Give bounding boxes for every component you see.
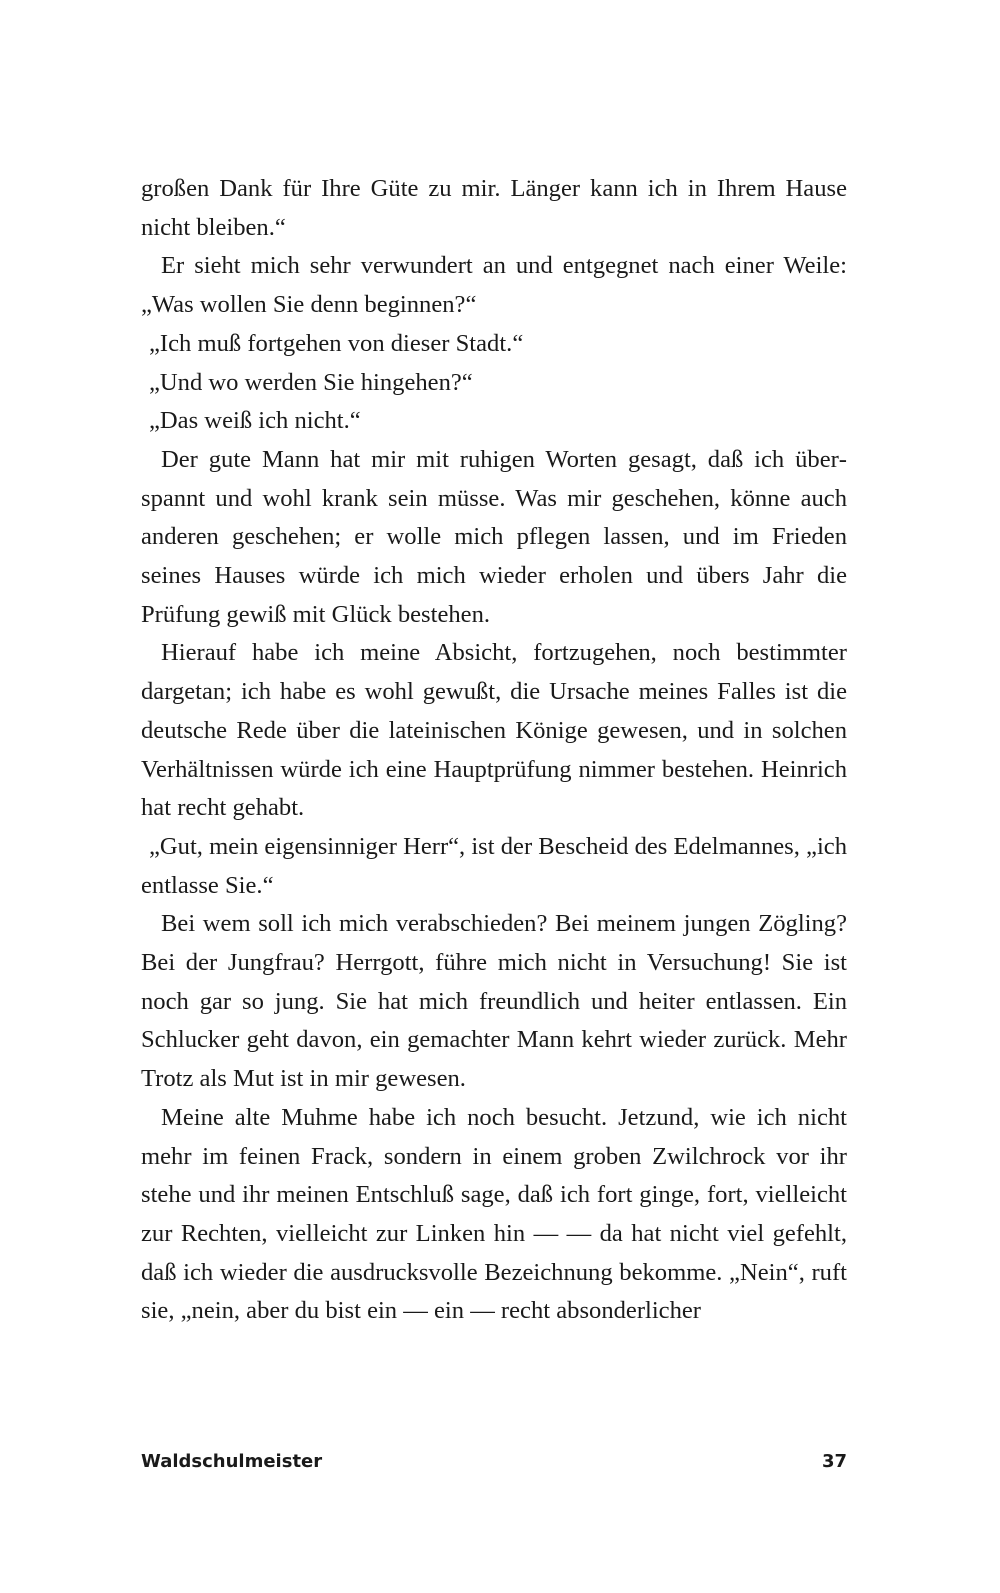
paragraph: „Ich muß fortgehen von dieser Stadt.“ bbox=[149, 329, 524, 357]
paragraph: großen Dank für Ihre Güte zu mir. Länger kann ich in Ihrem Hause nicht bleiben.“ bbox=[141, 175, 847, 241]
paragraph: Er sieht mich sehr verwundert an und entgegnet nach einer Weile: „Was wollen Sie denn beginnen?“ bbox=[141, 252, 847, 319]
body-text bbox=[141, 170, 847, 1331]
page-footer bbox=[141, 1450, 847, 1474]
paragraph: „Gut, mein eigensinniger Herr“, ist der Bescheid des Edelmannes, „ich entlasse Sie.“ bbox=[141, 832, 847, 899]
paragraph: Der gute Mann hat mir mit ruhigen Worten gesagt, daß ich überspannt und wohl krank sein müsse. Was mir geschehen, könne auch anderen geschehen; er wolle mich pflegen lassen, und im Frieden seines Hauses würde ich mich wieder erholen und übers Jahr die Prüfung gewiß mit Glück bestehen. bbox=[141, 445, 847, 628]
paragraph: Hierauf habe ich meine Absicht, fortzugehen, noch bestimmter dargetan; ich habe es wohl gewußt, die Ursache meines Falles ist die deutsche Rede über die lateinischen Könige gewesen, und in solchen Verhältnissen würde ich eine Hauptprüfung nimmer bestehen. Heinrich hat recht gehabt. bbox=[141, 639, 847, 822]
page-number: 37 bbox=[821, 1451, 847, 1472]
book-title: Waldschulmeister bbox=[141, 1451, 323, 1472]
paragraph: „Und wo werden Sie hingehen?“ bbox=[149, 368, 473, 396]
paragraph: Bei wem soll ich mich verabschieden? Bei meinem jungen Zögling? Bei der Jungfrau? Herrgott, führe mich nicht in Versuchung! Sie ist noch gar so jung. Sie hat mich freundlich und heiter entlassen. Ein Schlucker geht davon, ein gemachter Mann kehrt wieder zurück. Mehr Trotz als Mut ist in mir gewesen. bbox=[141, 910, 847, 1093]
paragraph: Meine alte Muhme habe ich noch besucht. Jetzund, wie ich nicht mehr im feinen Frack, sondern in einem groben Zwilchrock vor ihr stehe und ihr meinen Entschluß sage, daß ich fort ginge, fort, vielleicht zur Rechten, vielleicht zur Linken hin — — da hat nicht viel gefehlt, daß ich wieder die ausdrucksvolle Bezeichnung bekomme. „Nein“, ruft sie, „nein, aber du bist ein — ein — recht absonderlicher bbox=[141, 1103, 847, 1325]
paragraph: „Das weiß ich nicht.“ bbox=[149, 407, 361, 435]
